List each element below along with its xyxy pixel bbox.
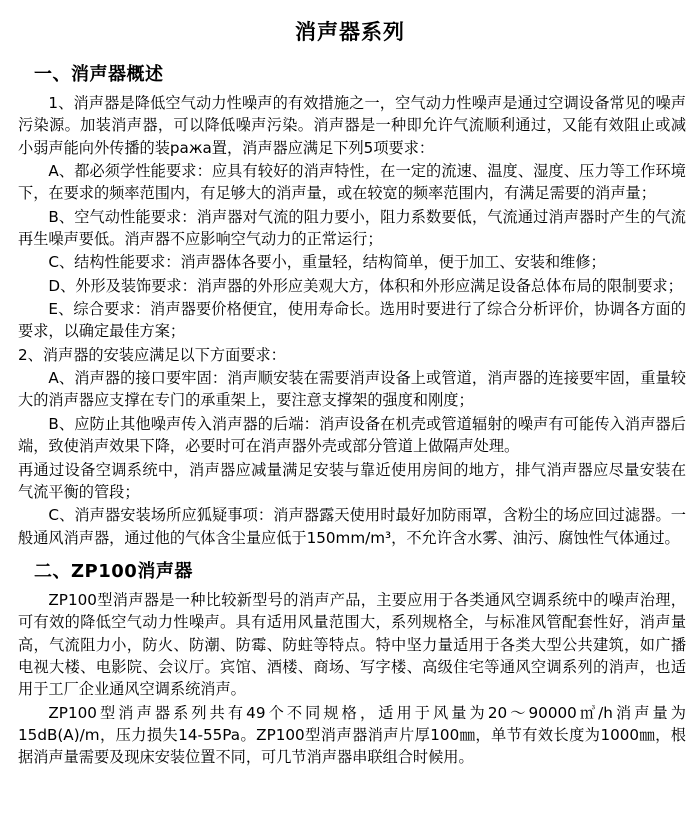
paragraph: B、空气动性能要求：消声器对气流的阻力要小，阻力系数要低，气流通过消声器时产生的气流再生噪声要低。消声器不应影响空气动力的正常运行； bbox=[18, 207, 686, 249]
paragraph: E、综合要求：消声器要价格便宜，使用寿命长。选用时要进行了综合分析评价，协调各方面的要求，以确定最佳方案； bbox=[18, 300, 686, 341]
paragraph: B、应防止其他噪声传入消声器的后端：消声设备在机壳或管道辐射的噪声有可能传入消声器后端，致使消声效果下降，必要时可在消声器外壳或部分管道上做隔声处理。 bbox=[18, 414, 686, 456]
paragraph: ZP100型消声器是一种比较新型号的消声产品，主要应用于各类通风空调系统中的噪声治理，可有效的降低空气动力性噪声。具有适用风量范围大，系列规格全，与标准风管配套性好，消声量高，气流阻力小，防火、防潮、防霉、防蛀等特点。特中坚力量适用于各类大型公共建筑，如广播电视大楼、电影院、会议厅。宾馆、酒楼、商场、写字楼、高级住宅等通风空调系列的消声，也适用于工厂企业通风空调系统消声。 bbox=[18, 590, 686, 699]
paragraph: C、消声器安装场所应狐疑事项：消声器露天使用时最好加防雨罩，含粉尘的场应回过滤器。一般通风消声器，通过他的气体含尘量应低于150mm/m³，不允许含水雾、油污、腐蚀性气体通过。 bbox=[18, 506, 686, 547]
paragraph: 1、消声器是降低空气动力性噪声的有效措施之一，空气动力性噪声是通过空调设备常见的噪声污染源。加装消声器，可以降低噪声污染。消声器是一种即允许气流顺利通过，又能有效阻止或减小弱声能向外传播的装ража置，消声器应满足下列5项要求： bbox=[18, 94, 686, 157]
paragraph: 2、消声器的安装应满足以下方面要求： bbox=[18, 345, 286, 364]
section-heading-overview: 一、消声器概述 bbox=[34, 64, 164, 85]
paragraph: A、都必须学性能要求：应具有较好的消声特性，在一定的流速、温度、湿度、压力等工作环境下，在要求的频率范围内，有足够大的消声量，或在较宽的频率范围内，有满足需要的消声量； bbox=[18, 162, 686, 203]
paragraph: ZP100型消声器系列共有49个不同规格，适用于风量为20～90000㎥/h消声量为15dB(A)/m，压力损失14-55Pa。ZP100型消声器消声片厚100㎜，单节有效长度为1000㎜，根据消声量需要及现床安装位置不同，可几节消声器串联组合时候用。 bbox=[18, 703, 686, 767]
paragraph: C、结构性能要求：消声器体各要小，重量轻，结构简单，便于加工、安装和维修； bbox=[48, 253, 606, 272]
section-zp100 bbox=[8, 557, 692, 769]
section-overview bbox=[8, 60, 692, 549]
paragraph: 再通过设备空调系统中，消声器应减量满足安装与靠近使用房间的地方，排气消声器应尽量安装在气流平衡的管段； bbox=[18, 460, 686, 501]
page-title: 消声器系列 bbox=[295, 20, 405, 44]
paragraph: D、外形及装饰要求：消声器的外形应美观大方，体积和外形应满足设备总体布局的限制要求； bbox=[48, 276, 683, 295]
section-heading-zp100: 二、ZP100消声器 bbox=[34, 560, 193, 582]
paragraph: A、消声器的接口要牢固：消声顺安装在需要消声设备上或管道，消声器的连接要牢固，重量较大的消声器应支撑在专门的承重架上，要注意支撑架的强度和刚度； bbox=[18, 369, 686, 410]
